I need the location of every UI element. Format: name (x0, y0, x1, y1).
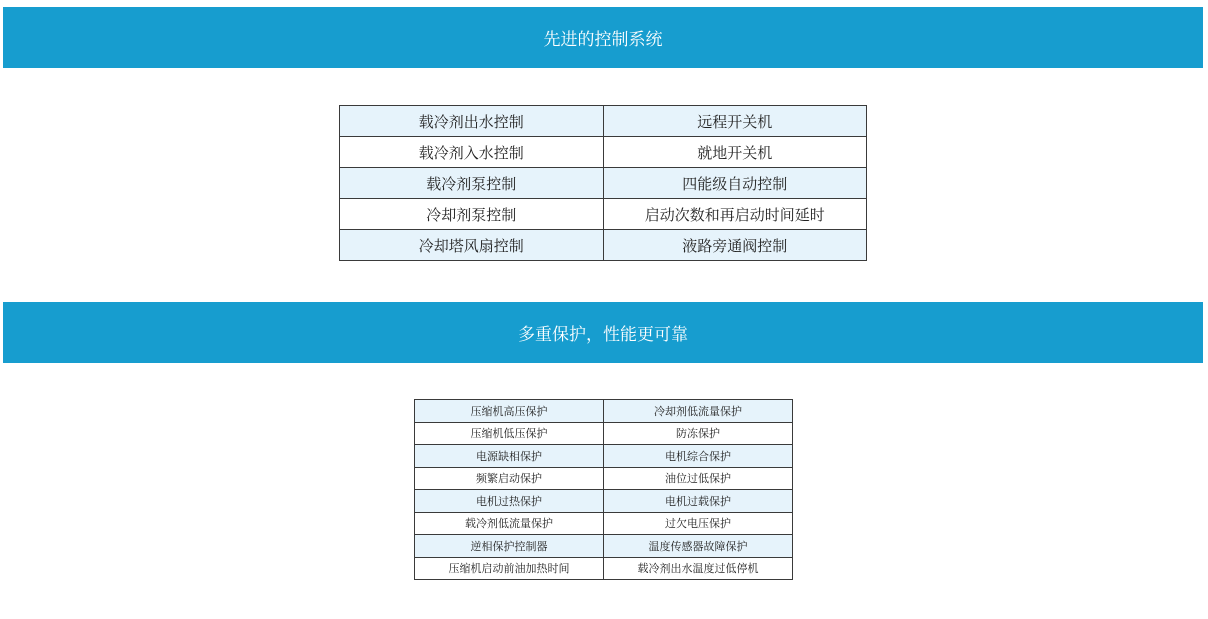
table-cell: 四能级自动控制 (603, 168, 867, 199)
table-cell: 冷却塔风扇控制 (340, 230, 604, 261)
table-row (415, 400, 793, 423)
table-cell: 冷却剂泵控制 (340, 199, 604, 230)
control-features-table (339, 105, 867, 261)
table-cell: 载冷剂出水温度过低停机 (604, 557, 793, 580)
table-cell: 远程开关机 (603, 106, 867, 137)
table-row (340, 106, 867, 137)
table-cell: 电机综合保护 (604, 445, 793, 468)
table-row (415, 490, 793, 513)
table-row (340, 137, 867, 168)
table-cell: 电机过热保护 (415, 490, 604, 513)
table-row (415, 467, 793, 490)
protection-title: 多重保护，性能更可靠 (518, 325, 688, 345)
table-cell: 电源缺相保护 (415, 445, 604, 468)
control-system-header (3, 7, 1203, 68)
table-cell: 启动次数和再启动时间延时 (603, 199, 867, 230)
table-cell: 防冻保护 (604, 422, 793, 445)
table-cell: 压缩机低压保护 (415, 422, 604, 445)
table-cell: 逆相保护控制器 (415, 535, 604, 558)
table-cell: 冷却剂低流量保护 (604, 400, 793, 423)
table-cell: 载冷剂入水控制 (340, 137, 604, 168)
table-row (340, 199, 867, 230)
table-cell: 过欠电压保护 (604, 512, 793, 535)
table-cell: 压缩机高压保护 (415, 400, 604, 423)
protection-features-table (414, 399, 793, 580)
control-system-title: 先进的控制系统 (543, 30, 663, 50)
table-cell: 液路旁通阀控制 (603, 230, 867, 261)
table-cell: 电机过载保护 (604, 490, 793, 513)
table-cell: 频繁启动保护 (415, 467, 604, 490)
table-cell: 载冷剂泵控制 (340, 168, 604, 199)
table-row (340, 230, 867, 261)
table-cell: 油位过低保护 (604, 467, 793, 490)
table-cell: 载冷剂出水控制 (340, 106, 604, 137)
table-cell: 压缩机启动前油加热时间 (415, 557, 604, 580)
table-cell: 温度传感器故障保护 (604, 535, 793, 558)
table-cell: 就地开关机 (603, 137, 867, 168)
table-row (415, 422, 793, 445)
table-row (415, 445, 793, 468)
protection-header (3, 302, 1203, 363)
table-row (340, 168, 867, 199)
table-row (415, 535, 793, 558)
table-row (415, 512, 793, 535)
table-row (415, 557, 793, 580)
table-cell: 载冷剂低流量保护 (415, 512, 604, 535)
